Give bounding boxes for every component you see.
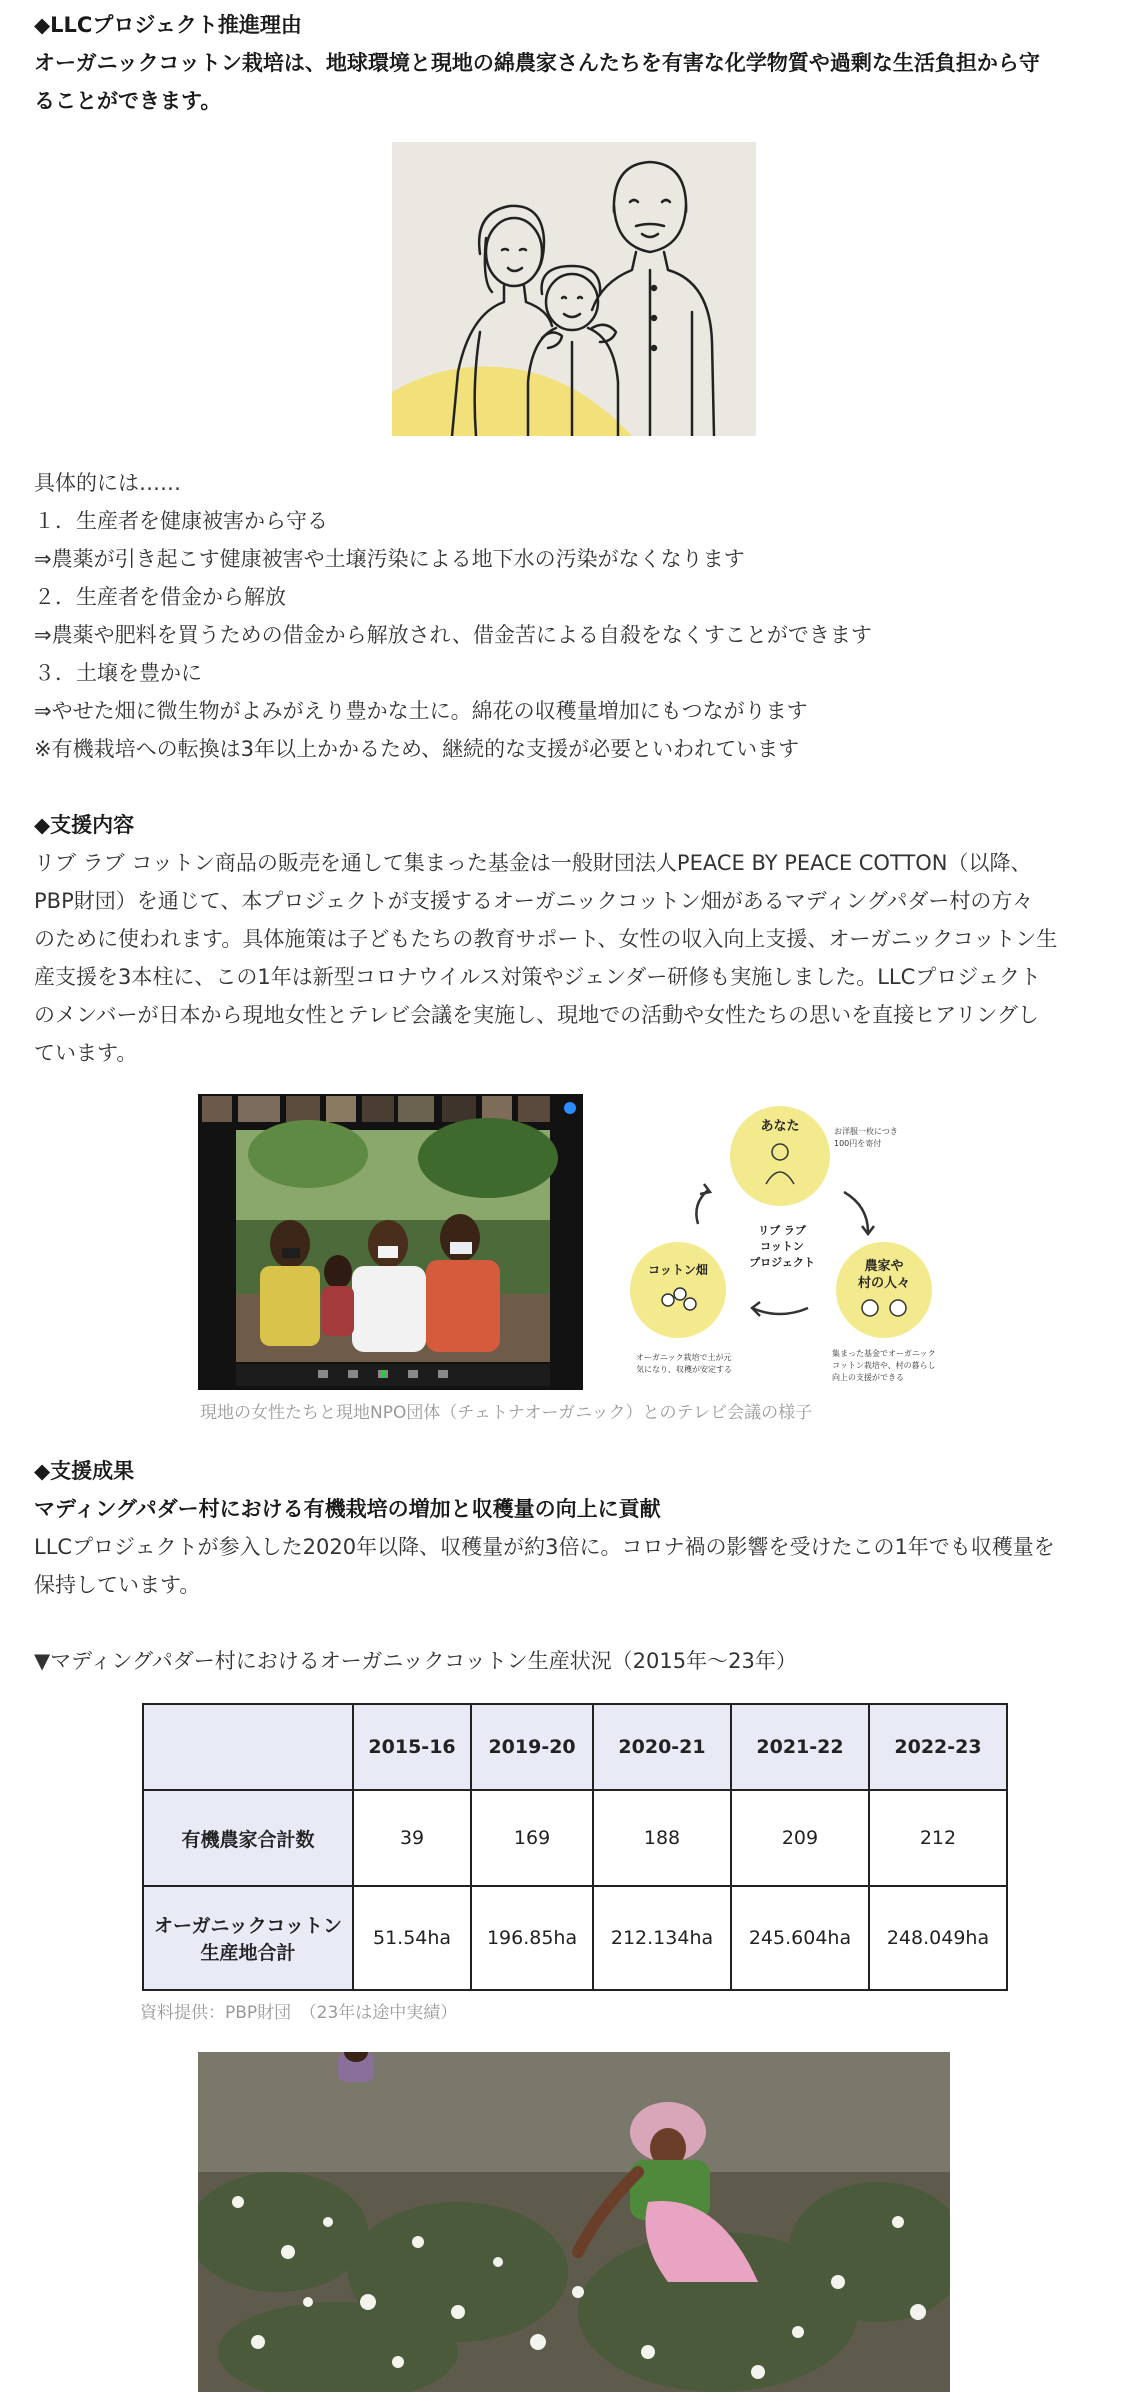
- point-1: １．生産者を健康被害から守る: [34, 509, 328, 533]
- photo-caption: 現地の女性たちと現地NPO団体（チェトナオーガニック）とのテレビ会議の様子: [200, 1403, 813, 1423]
- support-cycle-diagram: [612, 1094, 950, 1390]
- diagram-field-note-2: 気になり、収穫が安定する: [636, 1365, 732, 1374]
- lead-text-line1: オーガニックコットン栽培は、地球環境と現地の綿農家さんたちを有害な化学物質や過剰な生活負担から守: [34, 51, 1040, 75]
- diagram-center-3: プロジェクト: [749, 1256, 815, 1269]
- point-3: ３．土壌を豊かに: [34, 661, 202, 685]
- source-note: 資料提供：PBP財団 （23年は途中実績）: [140, 2003, 458, 2023]
- results-body-line2: 保持しています。: [34, 1573, 201, 1597]
- point-2-detail: ⇒農薬や肥料を買うための借金から解放され、借金苦による自殺をなくすことができます: [34, 623, 872, 647]
- support-body-line2: PBP財団）を通じて、本プロジェクトが支援するオーガニックコットン畑があるマディングパダー村の方々: [34, 889, 1034, 913]
- point-2: ２．生産者を借金から解放: [34, 585, 286, 609]
- table-header-row: [143, 1704, 1007, 1790]
- diagram-field-label: コットン畑: [648, 1263, 708, 1277]
- table-cell: 39: [353, 1790, 471, 1886]
- family-illustration: [392, 142, 756, 436]
- cotton-field-photo: [198, 2052, 950, 2392]
- support-body-line1: リブ ラブ コットン商品の販売を通して集まった基金は一般財団法人PEACE BY PEACE COTTON（以降、: [34, 851, 1032, 875]
- row-label-farmers: 有機農家合計数: [143, 1790, 353, 1886]
- diagram-farmers-note-2: コットン栽培や、村の暮らし: [832, 1361, 936, 1370]
- support-body-line6: ています。: [34, 1041, 138, 1065]
- diagram-field-note-1: オーガニック栽培で土が元: [636, 1353, 732, 1362]
- table-cell: 188: [593, 1790, 731, 1886]
- table-cell: 248.049ha: [869, 1886, 1007, 1990]
- diagram-you-note-1: お洋服一枚につき: [834, 1127, 898, 1136]
- point-1-detail: ⇒農薬が引き起こす健康被害や土壌汚染による地下水の汚染がなくなります: [34, 547, 745, 571]
- diagram-farmers-2: 村の人々: [857, 1276, 911, 1291]
- table-cell: 196.85ha: [471, 1886, 593, 1990]
- row-label-area: [143, 1886, 353, 1990]
- note-text: ※有機栽培への転換は3年以上かかるため、継続的な支援が必要といわれています: [34, 737, 800, 761]
- support-body-line3: のために使われます。具体施策は子どもたちの教育サポート、女性の収入向上支援、オーガニックコットン生: [34, 927, 1058, 951]
- table-corner-cell: [143, 1704, 353, 1790]
- table-row: [143, 1790, 1007, 1886]
- row-label-area-line1: オーガニックコットン: [153, 1915, 343, 1937]
- table-cell: 209: [731, 1790, 869, 1886]
- diagram-you-note-2: 100円を寄付: [834, 1139, 882, 1148]
- intro-text: 具体的には……: [34, 471, 181, 495]
- row-label-area-line2: 生産地合計: [200, 1942, 296, 1964]
- table-column-header: 2019-20: [471, 1704, 593, 1790]
- video-conference-photo: [198, 1094, 583, 1390]
- diagram-center-1: リブ ラブ: [758, 1224, 806, 1237]
- diagram-you-label: あなた: [760, 1119, 800, 1134]
- point-3-detail: ⇒やせた畑に微生物がよみがえり豊かな土に。綿花の収穫量増加にもつながります: [34, 699, 808, 723]
- results-body-line1: LLCプロジェクトが参入した2020年以降、収穫量が約3倍に。コロナ禍の影響を受けたこの1年でも収穫量を: [34, 1535, 1055, 1559]
- table-column-header: 2015-16: [353, 1704, 471, 1790]
- diagram-farmers-note-3: 向上の支援ができる: [832, 1373, 904, 1382]
- section-heading-support: ◆支援内容: [34, 813, 135, 837]
- table-column-header: 2020-21: [593, 1704, 731, 1790]
- table-cell: 245.604ha: [731, 1886, 869, 1990]
- lead-text-line2: ることができます。: [34, 89, 222, 113]
- table-title: ▼マディングパダー村におけるオーガニックコットン生産状況（2015年〜23年）: [34, 1649, 797, 1673]
- diagram-farmers-1: 農家や: [864, 1259, 904, 1274]
- table-cell: 212.134ha: [593, 1886, 731, 1990]
- section-heading-reasons: ◆LLCプロジェクト推進理由: [34, 13, 302, 37]
- table-cell: 212: [869, 1790, 1007, 1886]
- section-heading-results: ◆支援成果: [34, 1459, 135, 1483]
- diagram-center-2: コットン: [760, 1240, 804, 1253]
- production-table: [142, 1703, 1008, 1991]
- table-column-header: 2022-23: [869, 1704, 1007, 1790]
- results-subheading: マディングパダー村における有機栽培の増加と収穫量の向上に貢献: [34, 1497, 661, 1521]
- table-cell: 51.54ha: [353, 1886, 471, 1990]
- support-body-line4: 産支援を3本柱に、この1年は新型コロナウイルス対策やジェンダー研修も実施しました。LLCプロジェクト: [34, 965, 1041, 989]
- diagram-farmers-note-1: 集まった基金でオーガニック: [832, 1349, 936, 1358]
- table-row: [143, 1886, 1007, 1990]
- table-column-header: 2021-22: [731, 1704, 869, 1790]
- support-body-line5: のメンバーが日本から現地女性とテレビ会議を実施し、現地での活動や女性たちの思いを直接ヒアリングし: [34, 1003, 1039, 1027]
- table-cell: 169: [471, 1790, 593, 1886]
